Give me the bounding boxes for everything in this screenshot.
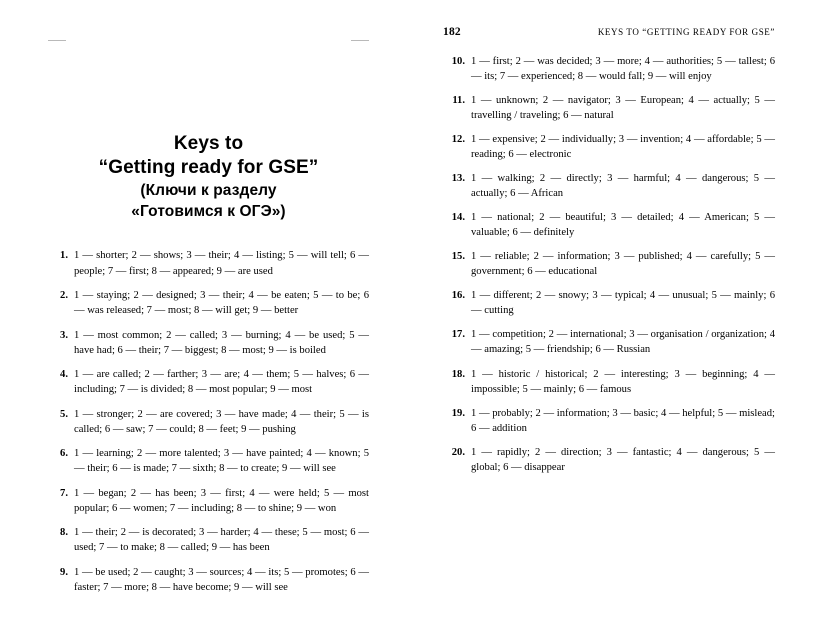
item-number: 4. [60, 369, 68, 381]
item-number: 1. [60, 250, 68, 262]
title-line-1: Keys to [173, 133, 244, 154]
item-text: 1 — walking; 2 — directly; 3 — harmful; 4 — dangerous; 5 — actually; 6 — African [471, 173, 775, 200]
list-item [48, 328, 369, 358]
left-page [0, 0, 409, 629]
item-number: 12. [451, 134, 465, 146]
item-text: 1 — rapidly; 2 — direction; 3 — fantastic; 4 — dangerous; 5 — global; 6 — disappear [471, 446, 775, 473]
item-text: 1 — most common; 2 — called; 3 — burning; 4 — be used; 5 — have had; 6 — their; 7 — biggest; 8 — most; 9 — is boiled [74, 329, 369, 356]
item-number: 13. [451, 173, 465, 185]
item-number: 2. [60, 290, 68, 302]
list-item [443, 288, 775, 318]
list-item [48, 248, 369, 278]
item-text: 1 — historic / historical; 2 — interesting; 3 — beginning; 4 — impossible; 5 — mainly; 6 — famous [471, 368, 775, 395]
list-item [443, 445, 775, 475]
list-item [443, 54, 775, 84]
answer-list-right [443, 54, 775, 475]
item-text: 1 — shorter; 2 — shows; 3 — their; 4 — listing; 5 — will tell; 6 — people; 7 — first; 8 — appeared; 9 — are used [74, 250, 369, 277]
item-number: 3. [60, 329, 68, 341]
list-item [48, 486, 369, 516]
item-number: 16. [451, 290, 465, 302]
right-page [409, 0, 819, 629]
item-text: 1 — first; 2 — was decided; 3 — more; 4 — authorities; 5 — tallest; 6 — its; 7 — experienced; 8 — would fall; 9 — will enjoy [471, 56, 775, 83]
title-line-4: «Готовимся к ОГЭ») [131, 202, 286, 220]
item-text: 1 — their; 2 — is decorated; 3 — harder; 4 — these; 5 — most; 6 — used; 7 — to make; 8 — called; 9 — has been [74, 527, 369, 554]
item-number: 19. [451, 407, 465, 419]
list-item [48, 407, 369, 437]
list-item [443, 249, 775, 279]
item-text: 1 — unknown; 2 — navigator; 3 — European; 4 — actually; 5 — travelling / traveling; 6 — natural [471, 95, 775, 122]
list-item [443, 327, 775, 357]
list-item [443, 93, 775, 123]
answer-list-left [48, 248, 369, 595]
list-item [443, 406, 775, 436]
item-number: 10. [451, 56, 465, 67]
list-item [443, 367, 775, 397]
item-number: 11. [452, 95, 465, 107]
list-item [443, 132, 775, 162]
list-item [48, 525, 369, 555]
list-item [48, 446, 369, 476]
item-text: 1 — began; 2 — has been; 3 — first; 4 — were held; 5 — most popular; 6 — women; 7 — including; 8 — to shine; 9 — won [74, 487, 369, 514]
title-line-3: (Ключи к разделу [140, 181, 277, 199]
item-text: 1 — be used; 2 — caught; 3 — sources; 4 — its; 5 — promotes; 6 — faster; 7 — more; 8 — have become; 9 — will see [74, 566, 369, 593]
list-item [48, 288, 369, 318]
item-number: 7. [60, 487, 68, 499]
item-number: 9. [60, 566, 68, 578]
item-number: 18. [451, 368, 465, 380]
item-text: 1 — staying; 2 — designed; 3 — their; 4 — be eaten; 5 — to be; 6 — was released; 7 — most; 8 — will get; 9 — better [74, 290, 369, 317]
item-text: 1 — learning; 2 — more talented; 3 — have painted; 4 — known; 5 — their; 6 — is made; 7 — sixth; 8 — to create; 9 — will see [74, 448, 369, 475]
item-number: 5. [60, 408, 68, 420]
item-text: 1 — reliable; 2 — information; 3 — published; 4 — carefully; 5 — government; 6 — educational [471, 251, 775, 278]
running-head [443, 26, 775, 38]
list-item [443, 171, 775, 201]
page-number: 182 [443, 26, 461, 38]
item-text: 1 — stronger; 2 — are covered; 3 — have made; 4 — their; 5 — is called; 6 — saw; 7 — could; 8 — feet; 9 — pushing [74, 408, 369, 435]
list-item [443, 210, 775, 240]
title-line-2: “Getting ready for GSE” [98, 157, 319, 179]
list-item [48, 565, 369, 595]
item-text: 1 — different; 2 — snowy; 3 — typical; 4 — unusual; 5 — mainly; 6 — cutting [471, 290, 775, 317]
item-text: 1 — are called; 2 — farther; 3 — are; 4 — them; 5 — halves; 6 — including; 7 — is divided; 8 — most popular; 9 — most [74, 369, 369, 396]
page-title [48, 132, 369, 222]
item-number: 6. [60, 448, 68, 460]
item-number: 8. [60, 527, 68, 539]
item-text: 1 — national; 2 — beautiful; 3 — detailed; 4 — American; 5 — valuable; 6 — definitely [471, 212, 775, 239]
list-item [48, 367, 369, 397]
top-rule-left [48, 40, 66, 41]
item-number: 20. [451, 446, 465, 458]
item-number: 17. [451, 329, 465, 341]
item-text: 1 — expensive; 2 — individually; 3 — invention; 4 — affordable; 5 — reading; 6 — electronic [471, 134, 775, 161]
top-rule-right [351, 40, 369, 41]
item-number: 14. [451, 212, 465, 224]
item-number: 15. [451, 251, 465, 263]
item-text: 1 — probably; 2 — information; 3 — basic; 4 — helpful; 5 — mislead; 6 — addition [471, 407, 775, 434]
item-text: 1 — competition; 2 — international; 3 — organisation / organization; 4 — amazing; 5 — friendship; 6 — Russian [471, 329, 775, 356]
running-head-title: KEYS TO “GETTING READY FOR GSE” [597, 27, 775, 37]
